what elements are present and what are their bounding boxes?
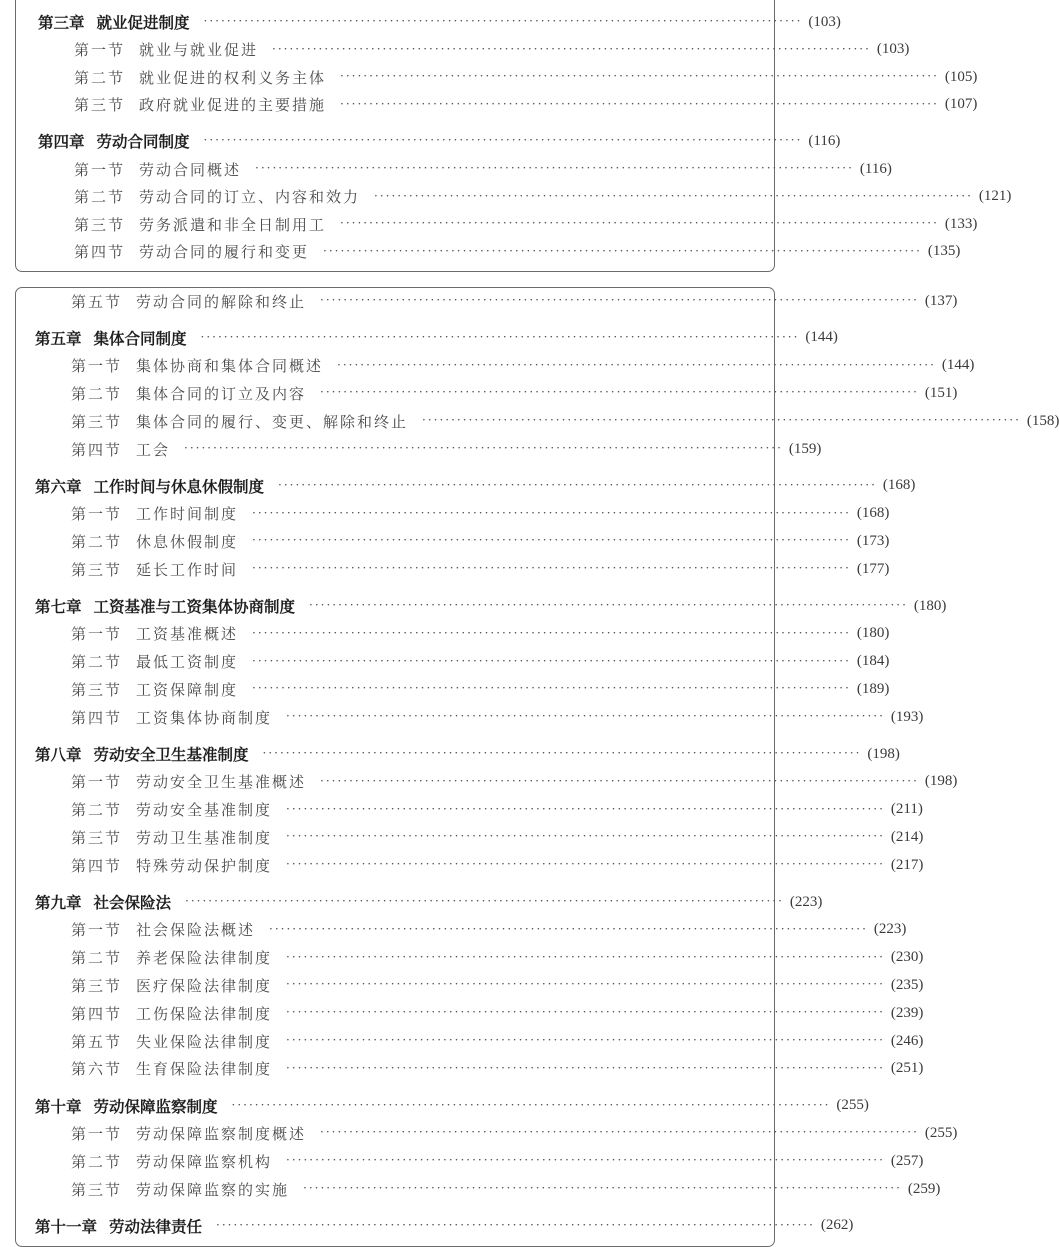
dot-leader: ······································································································· [203, 133, 803, 148]
toc-section-entry [16, 620, 890, 648]
section-name: 延长工作时间 [136, 560, 239, 579]
section-title [71, 1031, 272, 1052]
section-name: 工作时间制度 [136, 505, 239, 524]
toc-section-entry [16, 555, 890, 583]
dot-leader: ······································································································· [269, 921, 868, 936]
toc-section-entry [16, 352, 975, 380]
section-name: 劳动保障监察的实施 [136, 1180, 290, 1199]
dot-leader: ······································································································· [286, 857, 885, 872]
toc-section-entry [16, 210, 978, 238]
section-title [71, 679, 238, 700]
toc-section-entry [16, 183, 1012, 211]
dot-leader: ······································································································· [252, 505, 851, 520]
toc-section-entry [16, 379, 958, 407]
dot-leader: ······································································································· [252, 625, 851, 640]
section-name: 社会保险法概述 [136, 921, 256, 940]
toc-section-entry [16, 971, 924, 999]
section-title [71, 855, 272, 876]
dot-leader: ······································································································· [286, 709, 885, 724]
page-number: (257) [890, 1152, 924, 1169]
page-number: (135) [927, 243, 961, 260]
chapter-title [38, 11, 190, 33]
section-title [71, 827, 272, 848]
toc-section-entry [16, 796, 923, 824]
toc-section-entry [16, 916, 907, 944]
section-number: 第二节 [71, 949, 123, 968]
section-title [71, 1003, 272, 1024]
page-number: (133) [944, 215, 978, 232]
toc-section-entry [16, 1175, 941, 1203]
toc-section-entry [16, 36, 910, 64]
toc-section-entry [16, 703, 924, 731]
section-name: 就业促进的权利义务主体 [139, 68, 327, 87]
section-number: 第三节 [71, 976, 123, 995]
dot-leader: ······································································································· [340, 216, 939, 231]
chapter-name: 社会保险法 [93, 894, 172, 912]
page-number: (107) [944, 96, 978, 113]
dot-leader: ······································································································· [309, 598, 908, 612]
section-title [74, 214, 326, 235]
dot-leader: ······································································································· [252, 561, 851, 576]
page-number: (235) [890, 976, 924, 993]
section-title [71, 1058, 272, 1079]
section-number: 第三节 [71, 680, 123, 699]
toc-section-entry [16, 435, 822, 463]
toc-chapter-entry [16, 8, 841, 36]
toc-section-entry [16, 287, 958, 315]
dot-leader: ······································································································· [422, 413, 1021, 428]
section-title [71, 623, 238, 644]
chapter-number: 第九章 [35, 894, 82, 912]
section-number: 第四节 [74, 243, 126, 262]
section-name: 集体合同的履行、变更、解除和终止 [136, 412, 409, 431]
dot-leader: ······································································································· [278, 477, 877, 492]
section-title [71, 439, 170, 460]
section-name: 最低工资制度 [136, 653, 239, 672]
page-number: (151) [924, 384, 958, 401]
toc-section-entry [16, 851, 924, 879]
section-name: 集体协商和集体合同概述 [136, 357, 324, 376]
page-number: (168) [856, 505, 890, 522]
chapter-title [38, 130, 190, 152]
section-number: 第一节 [71, 357, 123, 376]
page-number: (116) [859, 160, 892, 177]
chapter-title [35, 595, 295, 617]
section-name: 劳务派遣和非全日制用工 [139, 215, 327, 234]
dot-leader: ······································································································· [252, 533, 851, 548]
page-number: (255) [836, 1097, 869, 1114]
page-number: (137) [924, 292, 958, 309]
dot-leader: ······································································································· [286, 1005, 885, 1020]
dot-leader: ······································································································· [286, 829, 885, 844]
section-number: 第三节 [71, 1180, 123, 1199]
page-number: (177) [856, 560, 890, 577]
toc-section-entry [16, 238, 961, 266]
section-title [74, 94, 326, 115]
toc-chapter-entry [16, 740, 900, 768]
page-number: (158) [1026, 412, 1059, 429]
chapter-name: 劳动安全卫生基准制度 [93, 746, 249, 764]
dot-leader: ······································································································· [320, 773, 919, 788]
chapter-title [35, 891, 171, 913]
toc-section-entry [16, 1055, 924, 1083]
dot-leader: ······································································································· [286, 977, 885, 992]
chapter-number: 第八章 [35, 746, 82, 764]
toc-section-entry [16, 407, 1059, 435]
section-number: 第二节 [71, 532, 123, 551]
toc-section-entry [16, 648, 890, 676]
section-number: 第五节 [71, 1032, 123, 1051]
section-name: 劳动合同概述 [139, 160, 242, 179]
toc-panel-bottom [15, 287, 1059, 1247]
section-name: 劳动合同的履行和变更 [139, 243, 310, 262]
section-title [71, 503, 238, 524]
chapter-title [35, 475, 264, 497]
section-name: 政府就业促进的主要措施 [139, 96, 327, 115]
page-number: (173) [856, 532, 890, 549]
page-number: (223) [873, 921, 907, 938]
dot-leader: ······································································································· [340, 69, 939, 84]
toc-section-entry [16, 768, 958, 796]
section-title [74, 67, 326, 88]
dot-leader: ······································································································· [286, 801, 885, 816]
section-title [71, 975, 272, 996]
page-number: (217) [890, 856, 924, 873]
section-name: 休息休假制度 [136, 532, 239, 551]
chapter-number: 第十章 [35, 1097, 82, 1116]
dot-leader: ······································································································· [203, 14, 803, 28]
dot-leader: ······································································································· [374, 188, 973, 203]
toc-section-entry [16, 500, 890, 528]
page-number: (193) [890, 708, 924, 725]
section-title [71, 771, 306, 792]
dot-leader: ······································································································· [200, 329, 800, 344]
section-number: 第三节 [71, 828, 123, 847]
section-name: 失业保险法律制度 [136, 1032, 273, 1051]
section-name: 劳动安全基准制度 [136, 801, 273, 820]
dot-leader: ······································································································· [286, 1060, 885, 1075]
section-number: 第一节 [71, 625, 123, 644]
dot-leader: ······································································································· [255, 161, 854, 175]
dot-leader: ······································································································· [216, 1217, 815, 1232]
chapter-name: 劳动法律责任 [109, 1217, 203, 1236]
page-number: (251) [890, 1060, 924, 1077]
dot-leader: ······································································································· [286, 949, 885, 964]
section-number: 第五节 [71, 292, 123, 311]
section-number: 第二节 [71, 801, 123, 820]
section-number: 第二节 [74, 188, 126, 207]
page-number: (189) [856, 680, 890, 697]
section-number: 第一节 [71, 773, 123, 792]
section-title [71, 1123, 306, 1144]
toc-panel-top [15, 0, 1012, 272]
page-number: (198) [924, 773, 958, 790]
section-name: 就业与就业促进 [139, 41, 259, 60]
section-number: 第一节 [71, 921, 123, 940]
section-number: 第一节 [74, 41, 126, 60]
page-number: (259) [907, 1180, 941, 1197]
page-number: (246) [890, 1032, 924, 1049]
page-number: (239) [890, 1004, 924, 1021]
section-name: 工资保障制度 [136, 680, 239, 699]
toc-section-entry [16, 1027, 924, 1055]
section-title [71, 1179, 289, 1200]
chapter-title [35, 327, 187, 349]
dot-leader: ······································································································· [337, 357, 936, 372]
section-name: 养老保险法律制度 [136, 949, 273, 968]
chapter-name: 工作时间与休息休假制度 [93, 477, 265, 496]
dot-leader: ······································································································· [320, 385, 919, 400]
page-number: (223) [789, 893, 823, 910]
dot-leader: ······································································································· [323, 243, 922, 258]
dot-leader: ······································································································· [286, 1033, 885, 1047]
toc-chapter-entry [16, 592, 947, 620]
dot-leader: ······································································································· [320, 1125, 919, 1140]
dot-leader: ······································································································· [231, 1097, 831, 1112]
toc-section-entry [16, 63, 978, 91]
page-number: (180) [856, 625, 890, 642]
chapter-number: 第四章 [38, 133, 85, 152]
section-title [71, 411, 408, 432]
section-title [71, 707, 272, 728]
section-name: 生育保险法律制度 [136, 1060, 273, 1079]
section-number: 第二节 [71, 653, 123, 672]
section-number: 第三节 [71, 412, 123, 431]
toc-chapter-entry [16, 1092, 869, 1120]
toc-section-entry [16, 999, 924, 1027]
section-name: 劳动合同的订立、内容和效力 [139, 188, 361, 207]
toc-chapter-entry [16, 324, 838, 352]
section-title [71, 919, 255, 940]
section-name: 劳动保障监察制度概述 [136, 1124, 307, 1143]
chapter-name: 就业促进制度 [96, 14, 190, 32]
dot-leader: ······································································································· [320, 293, 919, 307]
page-number: (214) [890, 828, 924, 845]
dot-leader: ······································································································· [262, 746, 862, 760]
section-number: 第一节 [74, 160, 126, 179]
chapter-number: 第七章 [35, 598, 82, 616]
section-name: 工伤保险法律制度 [136, 1004, 273, 1023]
dot-leader: ······································································································· [303, 1181, 902, 1195]
page-number: (121) [978, 188, 1012, 205]
section-title [71, 799, 272, 820]
toc-section-entry [16, 675, 890, 703]
dot-leader: ······································································································· [272, 41, 871, 56]
toc-section-entry [16, 944, 924, 972]
page-number: (184) [856, 653, 890, 670]
section-title [71, 531, 238, 552]
section-name: 劳动卫生基准制度 [136, 828, 273, 847]
section-number: 第一节 [71, 1124, 123, 1143]
page-number: (255) [924, 1124, 958, 1141]
section-number: 第二节 [71, 384, 123, 403]
page-number: (144) [805, 329, 838, 346]
toc-chapter-entry [16, 888, 823, 916]
section-title [74, 159, 241, 180]
toc-section-entry [16, 1147, 924, 1175]
section-number: 第四节 [71, 856, 123, 875]
section-title [71, 1151, 272, 1172]
chapter-name: 劳动合同制度 [96, 133, 190, 152]
chapter-name: 集体合同制度 [93, 329, 187, 348]
section-name: 工会 [136, 440, 171, 459]
section-name: 劳动保障监察机构 [136, 1152, 273, 1171]
section-title [74, 186, 360, 207]
chapter-title [35, 1215, 202, 1237]
chapter-title [35, 743, 249, 765]
section-number: 第六节 [71, 1060, 123, 1079]
section-name: 工资基准概述 [136, 625, 239, 644]
dot-leader: ······································································································· [340, 96, 939, 111]
dot-leader: ······································································································· [185, 894, 784, 908]
chapter-number: 第三章 [38, 14, 85, 32]
section-number: 第三节 [74, 96, 126, 115]
page-number: (168) [882, 477, 916, 494]
section-number: 第一节 [71, 505, 123, 524]
page-number: (262) [820, 1217, 854, 1234]
section-title [74, 39, 258, 60]
page-number: (105) [944, 68, 978, 85]
dot-leader: ······································································································· [252, 681, 851, 696]
section-name: 劳动合同的解除和终止 [136, 292, 307, 311]
page-number: (103) [876, 41, 910, 58]
section-title [71, 651, 238, 672]
section-name: 特殊劳动保护制度 [136, 856, 273, 875]
page-number: (116) [808, 132, 841, 149]
page-number: (144) [941, 357, 975, 374]
toc-section-entry [16, 1119, 958, 1147]
section-number: 第四节 [71, 1004, 123, 1023]
page-number: (198) [867, 745, 900, 762]
section-title [71, 947, 272, 968]
section-number: 第二节 [71, 1152, 123, 1171]
chapter-number: 第十一章 [35, 1217, 98, 1236]
page-number: (180) [913, 597, 947, 614]
page-number: (211) [890, 801, 923, 818]
section-number: 第二节 [74, 68, 126, 87]
section-number: 第三节 [74, 215, 126, 234]
section-number: 第四节 [71, 708, 123, 727]
toc-section-entry [16, 527, 890, 555]
chapter-name: 工资基准与工资集体协商制度 [93, 598, 296, 616]
section-name: 集体合同的订立及内容 [136, 384, 307, 403]
dot-leader: ······································································································· [286, 1153, 885, 1168]
toc-chapter-entry [16, 1212, 854, 1240]
section-title [71, 383, 306, 404]
page-number: (159) [788, 440, 822, 457]
toc-chapter-entry [16, 127, 841, 155]
dot-leader: ······································································································· [184, 441, 783, 455]
section-title [71, 291, 306, 312]
section-title [71, 355, 323, 376]
toc-section-entry [16, 91, 978, 119]
section-name: 医疗保险法律制度 [136, 976, 273, 995]
toc-section-entry [16, 823, 924, 851]
toc-chapter-entry [16, 472, 916, 500]
section-title [71, 559, 238, 580]
section-number: 第四节 [71, 440, 123, 459]
chapter-title [35, 1095, 218, 1117]
section-number: 第三节 [71, 560, 123, 579]
page-number: (230) [890, 949, 924, 966]
chapter-name: 劳动保障监察制度 [93, 1097, 218, 1116]
section-name: 劳动安全卫生基准概述 [136, 773, 307, 792]
section-name: 工资集体协商制度 [136, 708, 273, 727]
chapter-number: 第六章 [35, 477, 82, 496]
chapter-number: 第五章 [35, 329, 82, 348]
dot-leader: ······································································································· [252, 653, 851, 668]
toc-section-entry [16, 155, 892, 183]
page-number: (103) [808, 13, 841, 30]
section-title [74, 241, 309, 262]
